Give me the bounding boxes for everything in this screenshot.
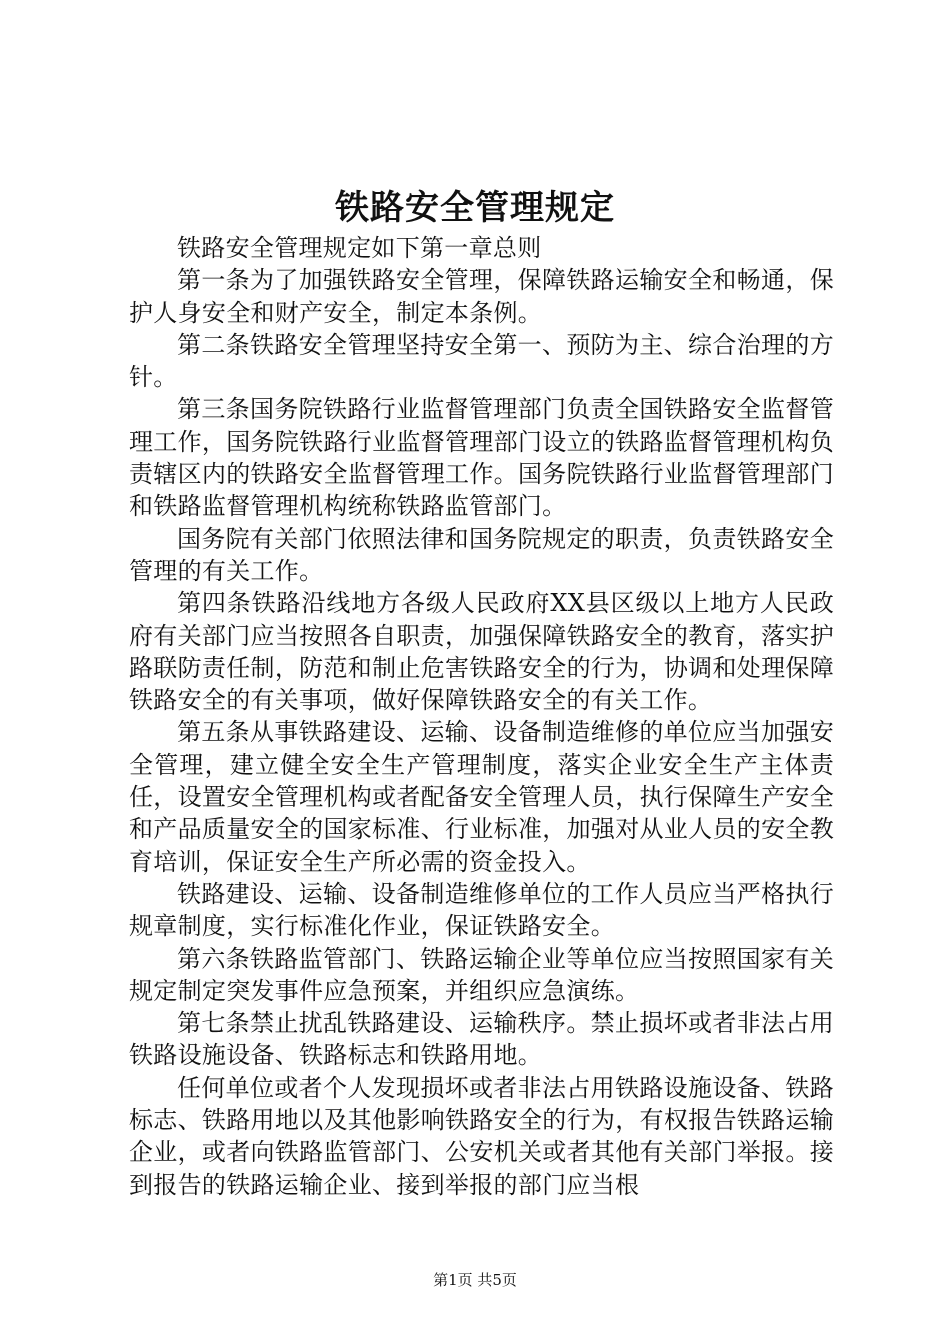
document-title: 铁路安全管理规定	[335, 188, 615, 228]
paragraph: 任何单位或者个人发现损坏或者非法占用铁路设施设备、铁路标志、铁路用地以及其他影响铁路安全的行为，有权报告铁路运输企业，或者向铁路监管部门、公安机关或者其他有关部门举报。接到报告的铁路运输企业、接到举报的部门应当根	[129, 1073, 834, 1199]
paragraph: 第三条国务院铁路行业监督管理部门负责全国铁路安全监督管理工作，国务院铁路行业监督管理部门设立的铁路监督管理机构负责辖区内的铁路安全监督管理工作。国务院铁路行业监督管理部门和铁路监督管理机构统称铁路监管部门。	[129, 395, 834, 521]
paragraph: 第六条铁路监管部门、铁路运输企业等单位应当按照国家有关规定制定突发事件应急预案，并组织应急演练。	[129, 944, 834, 1005]
paragraph: 第五条从事铁路建设、运输、设备制造维修的单位应当加强安全管理，建立健全安全生产管理制度，落实企业安全生产主体责任，设置安全管理机构或者配备安全管理人员，执行保障生产安全和产品质量安全的国家标准、行业标准，加强对从业人员的安全教育培训，保证安全生产所必需的资金投入。	[129, 718, 834, 876]
paragraph: 铁路安全管理规定如下第一章总则	[177, 234, 542, 262]
paragraph: 第四条铁路沿线地方各级人民政府XX县区级以上地方人民政府有关部门应当按照各自职责，加强保障铁路安全的教育，落实护路联防责任制，防范和制止危害铁路安全的行为，协调和处理保障铁路安全的有关事项，做好保障铁路安全的有关工作。	[129, 589, 834, 715]
paragraph: 铁路建设、运输、设备制造维修单位的工作人员应当严格执行规章制度，实行标准化作业，保证铁路安全。	[129, 879, 834, 941]
paragraph: 第一条为了加强铁路安全管理，保障铁路运输安全和畅通，保护人身安全和财产安全，制定本条例。	[129, 266, 834, 327]
page-footer: 第1页 共5页	[433, 1271, 517, 1289]
paragraph: 国务院有关部门依照法律和国务院规定的职责，负责铁路安全管理的有关工作。	[129, 524, 834, 585]
document-body	[129, 232, 834, 1201]
paragraph: 第二条铁路安全管理坚持安全第一、预防为主、综合治理的方针。	[129, 330, 834, 392]
paragraph: 第七条禁止扰乱铁路建设、运输秩序。禁止损坏或者非法占用铁路设施设备、铁路标志和铁路用地。	[129, 1009, 834, 1070]
